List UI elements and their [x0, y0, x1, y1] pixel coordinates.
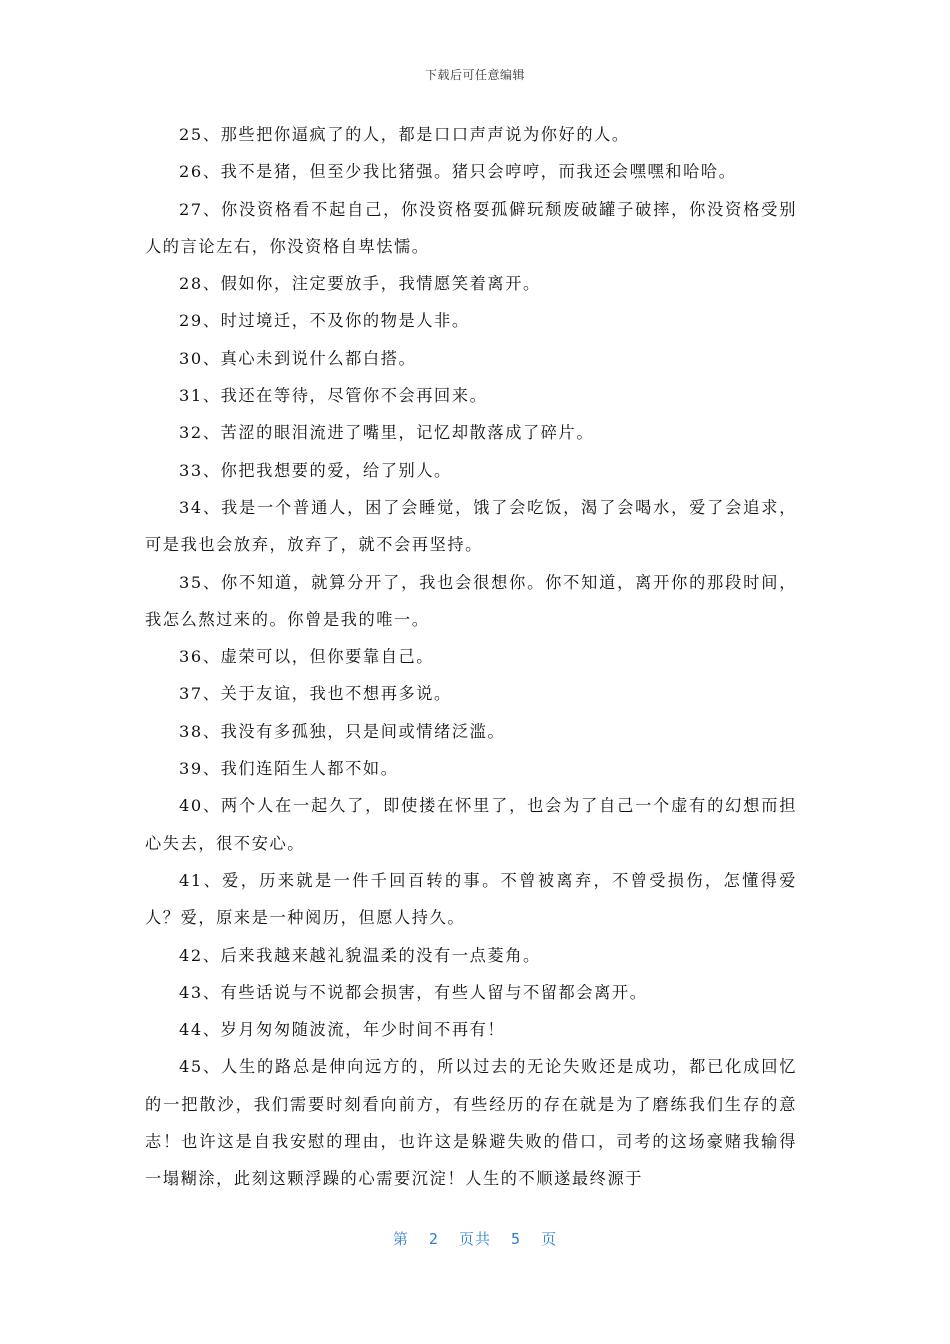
page-header: 下载后可任意编辑 — [424, 68, 525, 82]
paragraph-45: 45、人生的路总是伸向远方的，所以过去的无论失败还是成功，都已化成回忆的一把散沙，我们需要时刻看向前方，有些经历的存在就是为了磨练我们生存的意志！也许这是自我安慰的理由，也许这是躲避失败的借口，司考的这场豪赌我输得一塌糊涂，此刻这颗浮躁的心需要沉淀！人生的不顺遂最终源于 — [145, 1057, 797, 1189]
paragraph-38: 38、我没有多孤独，只是间或情绪泛滥。 — [179, 721, 506, 741]
paragraph-26: 26、我不是猪，但至少我比猪强。猪只会哼哼，而我还会嘿嘿和哈哈。 — [179, 162, 737, 182]
page-number-footer: 第 2 页共 5 页 — [392, 1230, 558, 1248]
paragraph-30: 30、真心未到说什么都白搭。 — [179, 348, 417, 368]
paragraph-43: 43、有些话说与不说都会损害，有些人留与不留都会离开。 — [179, 982, 648, 1002]
paragraph-27: 27、你没资格看不起自己，你没资格耍孤僻玩颓废破罐子破摔，你没资格受别人的言论左右，你没资格自卑怯懦。 — [145, 199, 797, 256]
paragraph-35: 35、你不知道，就算分开了，我也会很想你。你不知道，离开你的那段时间，我怎么熬过来的。你曾是我的唯一。 — [145, 572, 797, 629]
paragraph-29: 29、时过境迁，不及你的物是人非。 — [179, 311, 470, 331]
paragraph-36: 36、虚荣可以，但你要靠自己。 — [179, 647, 435, 667]
paragraph-33: 33、你把我想要的爱，给了别人。 — [179, 460, 452, 480]
paragraph-37: 37、关于友谊，我也不想再多说。 — [179, 684, 452, 704]
paragraph-34: 34、我是一个普通人，困了会睡觉，饿了会吃饭，渴了会喝水，爱了会追求，可是我也会放弃，放弃了，就不会再坚持。 — [145, 497, 797, 555]
paragraph-40: 40、两个人在一起久了，即使搂在怀里了，也会为了自己一个虚有的幻想而担心失去，很不安心。 — [145, 796, 797, 853]
paragraph-31: 31、我还在等待，尽管你不会再回来。 — [179, 386, 488, 406]
paragraph-32: 32、苦涩的眼泪流进了嘴里，记忆却散落成了碎片。 — [179, 423, 595, 443]
paragraph-28: 28、假如你，注定要放手，我情愿笑着离开。 — [179, 274, 541, 294]
paragraph-39: 39、我们连陌生人都不如。 — [179, 759, 399, 779]
paragraph-25: 25、那些把你逼疯了的人，都是口口声声说为你好的人。 — [179, 125, 630, 144]
paragraph-44: 44、岁月匆匆随波流，年少时间不再有！ — [179, 1020, 506, 1040]
paragraph-41: 41、爱，历来就是一件千回百转的事。不曾被离弃，不曾受损伤，怎懂得爱人？爱，原来是一种阅历，但愿人持久。 — [145, 870, 797, 928]
paragraph-42: 42、后来我越来越礼貌温柔的没有一点菱角。 — [179, 945, 541, 965]
document-body — [145, 116, 797, 1198]
